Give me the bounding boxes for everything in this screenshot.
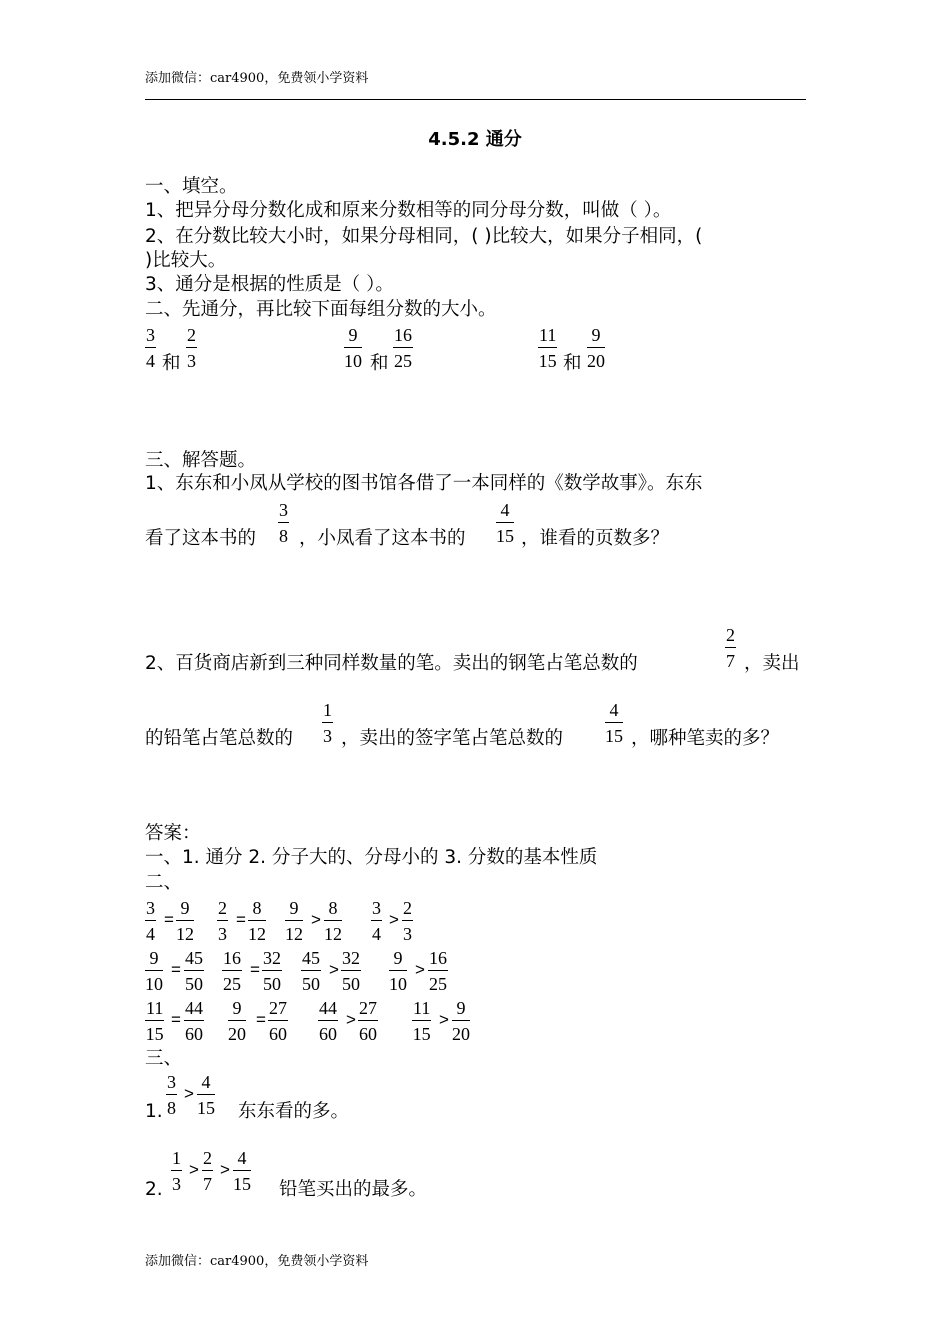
fraction: 3 4 xyxy=(372,898,381,944)
greater-than-sign: > xyxy=(389,910,399,929)
fraction: 9 10 xyxy=(389,948,407,994)
fraction: 2 3 xyxy=(187,325,196,371)
fraction: 2 3 xyxy=(218,898,227,944)
fraction: 9 12 xyxy=(285,898,303,944)
answer-1-number: 1. xyxy=(145,1101,163,1122)
problem-1-text: ，谁看的页数多？ xyxy=(521,528,670,549)
problem-2-text: ，哪种笔卖的多？ xyxy=(631,728,780,749)
fraction: 4 15 xyxy=(496,500,514,546)
fraction: 45 50 xyxy=(185,948,203,994)
equals-sign: = xyxy=(256,1010,266,1029)
problem-1-line1: 1、东东和小凤从学校的图书馆各借了一本同样的《数学故事》。东东 xyxy=(145,473,703,494)
equals-sign: = xyxy=(171,960,181,979)
fraction: 44 60 xyxy=(319,998,337,1044)
problem-2-text: ，卖出的签字笔占笔总数的 xyxy=(341,728,564,749)
page-title: 4.5.2 通分 xyxy=(428,129,522,150)
fraction: 9 12 xyxy=(176,898,194,944)
fraction: 32 50 xyxy=(263,948,281,994)
answer-2-text: 铅笔买出的最多。 xyxy=(279,1179,428,1200)
equals-sign: = xyxy=(250,960,260,979)
fraction: 4 15 xyxy=(197,1072,215,1118)
fraction: 9 20 xyxy=(587,325,605,371)
answer-2-number: 2. xyxy=(145,1179,163,1200)
fraction: 11 15 xyxy=(145,998,164,1044)
fraction: 4 15 xyxy=(605,700,623,746)
page-header: 添加微信：car4900，免费领小学资料 xyxy=(145,71,369,86)
fraction: 3 4 xyxy=(146,898,155,944)
fraction: 11 15 xyxy=(538,325,557,371)
answers-section3-label: 三、 xyxy=(145,1048,183,1069)
fraction: 8 12 xyxy=(324,898,342,944)
problem-2-text: ，卖出 xyxy=(744,653,800,674)
page-footer: 添加微信：car4900，免费领小学资料 xyxy=(145,1254,369,1269)
and-label: 和 xyxy=(162,353,181,374)
fraction: 3 8 xyxy=(279,500,288,546)
problem-1-text: 看了这本书的 xyxy=(145,528,257,549)
section1-heading: 一、填空。 xyxy=(145,176,238,197)
greater-than-sign: > xyxy=(415,960,425,979)
fraction: 32 50 xyxy=(342,948,360,994)
greater-than-sign: > xyxy=(311,910,321,929)
question-1-2-cont: )比较大。 xyxy=(145,250,227,271)
fraction: 9 10 xyxy=(145,948,163,994)
greater-than-sign: > xyxy=(189,1160,199,1179)
fraction: 2 7 xyxy=(203,1148,212,1194)
greater-than-sign: > xyxy=(439,1010,449,1029)
and-label: 和 xyxy=(563,353,582,374)
fraction: 11 15 xyxy=(412,998,431,1044)
fraction: 16 25 xyxy=(394,325,412,371)
problem-2-text: 的铅笔占笔总数的 xyxy=(145,728,294,749)
fraction: 1 3 xyxy=(172,1148,181,1194)
fraction: 27 60 xyxy=(269,998,287,1044)
answers-label: 答案： xyxy=(145,823,201,844)
section2-heading: 二、先通分，再比较下面每组分数的大小。 xyxy=(145,299,497,320)
section3-heading: 三、解答题。 xyxy=(145,450,257,471)
greater-than-sign: > xyxy=(346,1010,356,1029)
problem-1-text: ，小凤看了这本书的 xyxy=(299,528,466,549)
equals-sign: = xyxy=(164,910,174,929)
greater-than-sign: > xyxy=(220,1160,230,1179)
fraction: 1 3 xyxy=(323,700,332,746)
and-label: 和 xyxy=(370,353,389,374)
equals-sign: = xyxy=(171,1010,181,1029)
fraction: 2 3 xyxy=(403,898,412,944)
fraction: 2 7 xyxy=(726,625,735,671)
fraction: 44 60 xyxy=(185,998,203,1044)
fraction: 9 10 xyxy=(344,325,362,371)
question-1-1: 1、把异分母分数化成和原来分数相等的同分母分数，叫做（ ）。 xyxy=(145,200,672,221)
fraction: 45 50 xyxy=(302,948,320,994)
fraction: 27 60 xyxy=(359,998,377,1044)
equals-sign: = xyxy=(236,910,246,929)
fraction: 3 8 xyxy=(167,1072,176,1118)
header-rule xyxy=(145,99,806,100)
fraction: 16 25 xyxy=(223,948,241,994)
answers-section2-label: 二、 xyxy=(145,872,183,893)
greater-than-sign: > xyxy=(184,1084,194,1103)
fraction: 4 15 xyxy=(233,1148,251,1194)
fraction: 16 25 xyxy=(429,948,447,994)
fraction: 8 12 xyxy=(248,898,266,944)
fraction: 9 20 xyxy=(228,998,246,1044)
question-1-2: 2、在分数比较大小时，如果分母相同，( )比较大，如果分子相同，( xyxy=(145,226,703,247)
fraction: 3 4 xyxy=(146,325,155,371)
problem-2-text: 2、百货商店新到三种同样数量的笔。卖出的钢笔占笔总数的 xyxy=(145,653,638,674)
answer-1-text: 东东看的多。 xyxy=(238,1101,350,1122)
fraction: 9 20 xyxy=(452,998,470,1044)
answers-section1: 一、1. 通分 2. 分子大的、分母小的 3. 分数的基本性质 xyxy=(145,847,598,868)
question-1-3: 3、通分是根据的性质是（ ）。 xyxy=(145,274,394,295)
greater-than-sign: > xyxy=(329,960,339,979)
